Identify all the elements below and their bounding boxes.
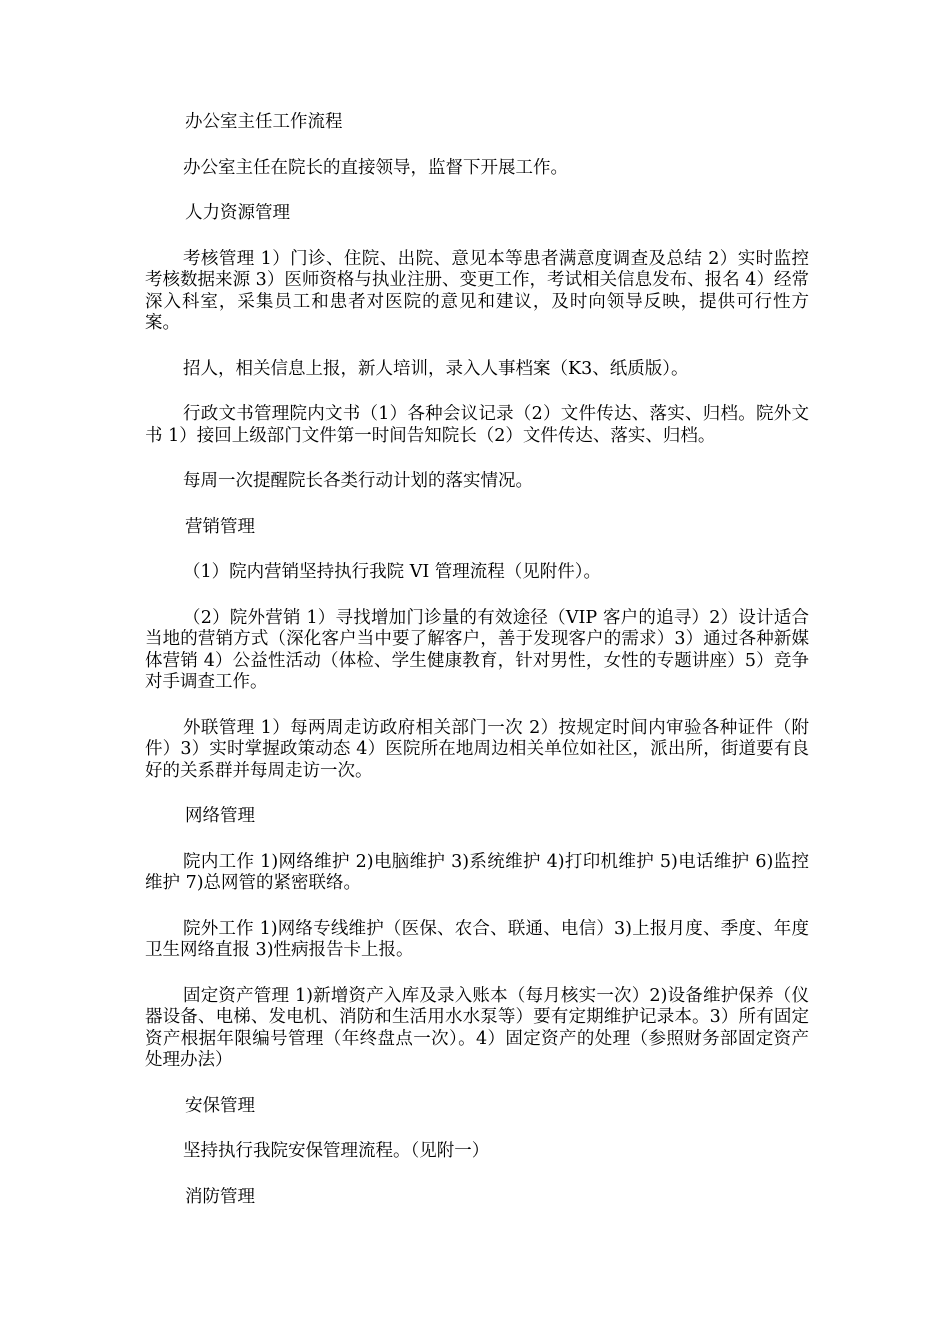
document-page — [145, 112, 809, 1232]
document-title: 办公室主任工作流程 — [185, 112, 343, 132]
paragraph-weekly-reminder: 每周一次提醒院长各类行动计划的落实情况。 — [183, 471, 533, 491]
paragraph-network-external: 院外工作 1)网络专线维护（医保、农合、联通、电信）3)上报月度、季度、年度卫生网络直报 3)性病报告卡上报。 — [145, 918, 809, 960]
section-heading-network: 网络管理 — [185, 806, 255, 826]
paragraph-liaison: 外联管理 1）每两周走访政府相关部门一次 2）按规定时间内审验各种证件（附件）3）实时掌握政策动态 4）医院所在地周边相关单位如社区，派出所，街道要有良好的关系群并每周走访一次。 — [145, 717, 809, 781]
paragraph-hr-recruit: 招人，相关信息上报，新人培训，录入人事档案（K3、纸质版）。 — [183, 358, 689, 379]
section-heading-fire: 消防管理 — [185, 1186, 255, 1207]
paragraph-marketing-external: （2）院外营销 1）寻找增加门诊量的有效途径（VIP 客户的追寻）2）设计适合当地的营销方式（深化客户当中要了解客户，善于发现客户的需求）3）通过各种新媒体营销 4）公益性活动（体检、学生健康教育，针对男性，女性的专题讲座）5）竞争对手调查工作。 — [145, 607, 809, 692]
intro-paragraph: 办公室主任在院长的直接领导，监督下开展工作。 — [183, 157, 568, 178]
paragraph-hr-assessment: 考核管理 1）门诊、住院、出院、意见本等患者满意度调查及总结 2）实时监控考核数据来源 3）医师资格与执业注册、变更工作，考试相关信息发布、报名 4）经常深入科室，采集员工和患者对医院的意见和建议，及时向领导反映，提供可行性方案。 — [145, 248, 809, 333]
section-heading-marketing: 营销管理 — [185, 516, 255, 537]
paragraph-security-process: 坚持执行我院安保管理流程。（见附一） — [183, 1141, 490, 1161]
section-heading-hr: 人力资源管理 — [185, 203, 290, 223]
paragraph-admin-docs: 行政文书管理院内文书（1）各种会议记录（2）文件传达、落实、归档。院外文书 1）接回上级部门文件第一时间告知院长（2）文件传达、落实、归档。 — [145, 404, 809, 446]
paragraph-marketing-internal: （1）院内营销坚持执行我院 VI 管理流程（见附件）。 — [183, 562, 602, 582]
paragraph-network-internal: 院内工作 1)网络维护 2)电脑维护 3)系统维护 4)打印机维护 5)电话维护 6)监控维护 7)总网管的紧密联络。 — [145, 851, 809, 893]
section-heading-security: 安保管理 — [185, 1095, 255, 1116]
paragraph-fixed-assets: 固定资产管理 1)新增资产入库及录入账本（每月核实一次）2)设备维护保养（仪器设备、电梯、发电机、消防和生活用水水泵等）要有定期维护记录本。3）所有固定资产根据年限编号管理（年终盘点一次）。4）固定资产的处理（参照财务部固定资产处理办法） — [145, 985, 809, 1070]
